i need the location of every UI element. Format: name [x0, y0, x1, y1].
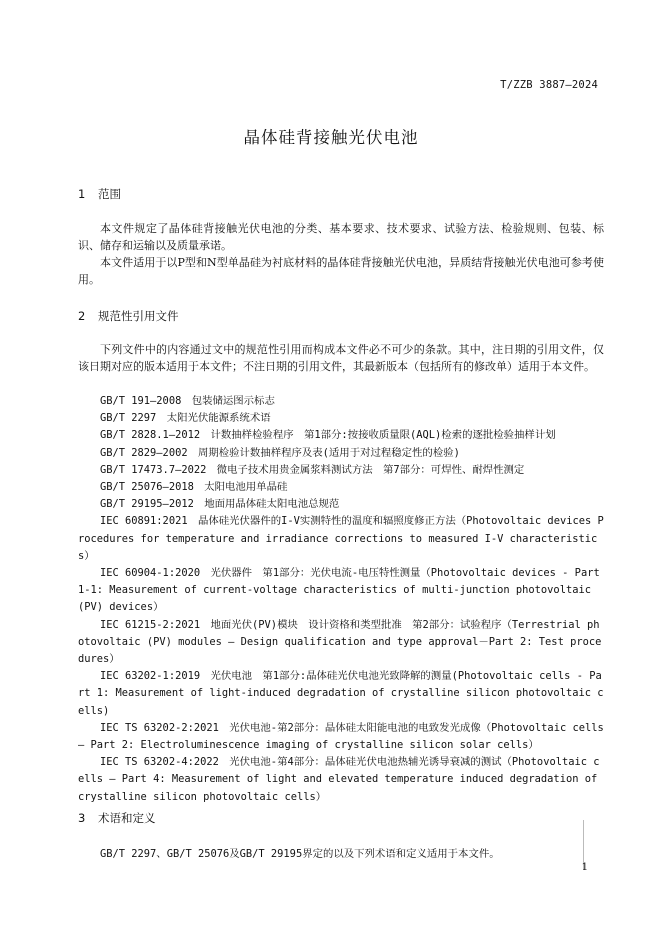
standard-code: T/ZZB 3887—2024	[500, 79, 598, 91]
reference-item: GB/T 191—2008 包装储运图示标志	[100, 395, 275, 407]
reference-item: GB/T 25076—2018 太阳电池用单晶硅	[100, 481, 288, 494]
section-number: 1	[78, 187, 86, 201]
reference-item: IEC 61215-2:2021 地面光伏(PV)模块 设计资格和类型批准 第2部分：试验程序（Terrestrial photovoltaic (PV) modules – Design qualification and type approval－Part 2: Test procedures）	[78, 618, 602, 666]
reference-item: GB/T 2297 太阳光伏能源系统术语	[100, 412, 271, 425]
document-title: 晶体硅背接触光伏电池	[243, 128, 419, 147]
section-title: 范围	[98, 187, 121, 201]
section-2-heading	[78, 308, 179, 324]
section-3-body	[78, 846, 578, 863]
reference-item: IEC TS 63202-4:2022 光伏电池-第4部分：晶体硅光伏电池热辅光诱导衰减的测试（Photovoltaic cells – Part 4: Measurement of light and elevated temperature induced degradation of crystalline silicon photovoltaic cells）	[78, 756, 600, 803]
reference-item: IEC 60891:2021 晶体硅光伏器件的I-V实测特性的温度和辐照度修正方法（Photovoltaic devices Procedures for temperature and irradiance corrections to measured I-V characteristics）	[78, 515, 604, 562]
paragraph: GB/T 2297、GB/T 25076及GB/T 29195界定的以及下列术语和定义适用于本文件。	[100, 848, 500, 860]
reference-item: GB/T 2829—2002 周期检验计数抽样程序及表(适用于对过程稳定性的检验)	[100, 446, 460, 459]
section-2-intro	[78, 341, 604, 375]
section-title: 规范性引用文件	[98, 309, 179, 323]
reference-item: GB/T 17473.7—2022 微电子技术用贵金属浆料测试方法 第7部分：可焊性、耐焊性测定	[100, 463, 525, 476]
section-1-heading	[78, 186, 121, 202]
reference-item: IEC 60904-1:2020 光伏器件 第1部分：光伏电流-电压特性测量（Photovoltaic devices - Part 1-1: Measurement of current-voltage characteristics of multi-junction photovoltaic (PV) devices）	[78, 567, 600, 614]
section-number: 2	[78, 309, 86, 323]
paragraph: 本文件规定了晶体硅背接触光伏电池的分类、基本要求、技术要求、试验方法、检验规则、包装、标识、储存和运输以及质量承诺。	[78, 222, 604, 252]
reference-item: IEC 63202-1:2019 光伏电池 第1部分:晶体硅光伏电池光致降解的测量(Photovoltaic cells - Part 1: Measurement of light-induced degradation of crystalline silicon photovoltaic cells)	[78, 670, 604, 717]
section-number: 3	[78, 811, 86, 825]
reference-item: GB/T 2828.1—2012 计数抽样检验程序 第1部分:按接收质量限(AQL)检索的逐批检验抽样计划	[100, 429, 556, 442]
page-number: 1	[581, 862, 588, 873]
paragraph: 下列文件中的内容通过文中的规范性引用而构成本文件必不可少的条款。其中，注日期的引用文件，仅该日期对应的版本适用于本文件；不注日期的引用文件，其最新版本（包括所有的修改单）适用于本文件。	[78, 343, 604, 373]
paragraph: 本文件适用于以P型和N型单晶硅为衬底材料的晶体硅背接触光伏电池，异质结背接触光伏电池可参考使用。	[78, 256, 604, 286]
reference-item: GB/T 29195—2012 地面用晶体硅太阳电池总规范	[100, 498, 340, 511]
section-3-heading	[78, 810, 156, 826]
section-title: 术语和定义	[98, 811, 156, 825]
reference-item: IEC TS 63202-2:2021 光伏电池-第2部分：晶体硅太阳能电池的电致发光成像（Photovoltaic cells – Part 2: Electroluminescence imaging of crystalline silicon solar cells）	[78, 721, 604, 752]
reference-list	[78, 393, 604, 806]
section-1-body	[78, 220, 604, 288]
